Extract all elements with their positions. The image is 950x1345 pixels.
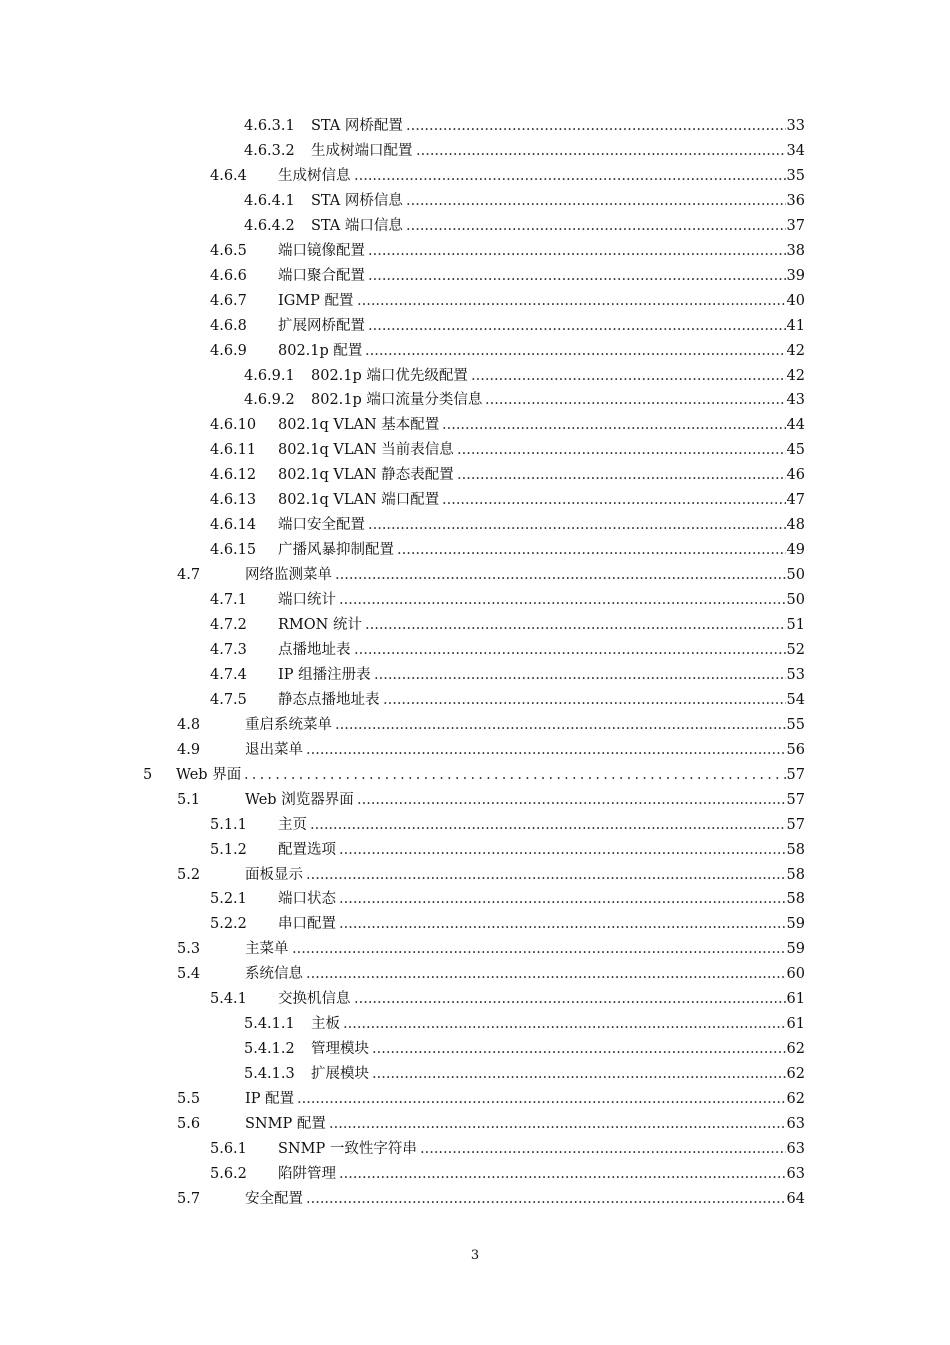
toc-entry-title: IP 组播注册表 [278, 666, 371, 683]
toc-entry-number: 4.6.9.2 [244, 392, 295, 409]
toc-entry-page: 53 [786, 666, 805, 683]
toc-entry-page: 64 [786, 1190, 805, 1207]
toc-entry[interactable] [0, 165, 950, 187]
toc-entry-number: 5.3 [177, 941, 201, 958]
toc-entry-title: 802.1q VLAN 端口配置 [278, 492, 440, 509]
toc-entry-page: 61 [786, 991, 805, 1008]
toc-entry-number: 4.7.2 [210, 617, 247, 633]
toc-entry-number: 5.4 [177, 966, 201, 983]
toc-leader-dots [335, 564, 786, 586]
toc-entry-number: 4.6.7 [210, 292, 247, 309]
toc-leader-dots [368, 240, 786, 262]
toc-entry-number: 4.6.3.1 [244, 118, 295, 134]
toc-entry[interactable] [0, 1188, 950, 1210]
toc-entry-page: 35 [786, 167, 805, 184]
toc-entry-title: 802.1q VLAN 基本配置 [278, 417, 440, 434]
toc-entry-number: 4.8 [177, 716, 201, 733]
toc-entry-title: 系统信息 [245, 966, 303, 983]
toc-entry[interactable] [0, 1013, 950, 1035]
toc-leader-dots [343, 1013, 786, 1035]
toc-entry-number: 5.1.2 [210, 841, 247, 858]
toc-leader-dots [244, 764, 786, 786]
toc-entry[interactable] [0, 1063, 950, 1085]
toc-entry-page: 42 [786, 342, 805, 359]
toc-entry[interactable] [0, 514, 950, 536]
toc-entry[interactable] [0, 913, 950, 935]
toc-entry[interactable] [0, 265, 950, 287]
toc-entry-title: 生成树信息 [278, 167, 351, 184]
toc-entry-number: 4.6.14 [210, 517, 257, 534]
toc-entry-page: 62 [786, 1091, 805, 1108]
toc-leader-dots [354, 988, 786, 1010]
toc-entry-title: 扩展网桥配置 [278, 317, 365, 334]
toc-entry-page: 47 [786, 492, 805, 509]
toc-entry-number: 4.6.10 [210, 417, 257, 434]
toc-leader-dots [339, 913, 786, 935]
toc-entry[interactable] [0, 1163, 950, 1185]
toc-entry-number: 4.9 [177, 741, 201, 758]
toc-leader-dots [368, 265, 786, 287]
toc-entry-number: 4.6.12 [210, 467, 257, 484]
toc-entry-number: 4.7.5 [210, 691, 247, 708]
toc-entry-title: 主菜单 [245, 941, 289, 958]
toc-entry-number: 5.4.1 [210, 991, 247, 1008]
toc-entry-page: 62 [786, 1066, 805, 1083]
toc-entry-number: 4.6.5 [210, 242, 247, 259]
toc-leader-dots [471, 365, 786, 387]
toc-entry-title: 802.1q VLAN 当前表信息 [278, 442, 454, 459]
toc-entry-page: 37 [786, 217, 805, 234]
toc-entry-page: 40 [786, 292, 805, 309]
toc-entry-title: IGMP 配置 [278, 292, 354, 309]
toc-entry-number: 4.6.4.1 [244, 192, 295, 209]
toc-entry-page: 57 [786, 791, 805, 808]
toc-entry-title: 点播地址表 [278, 641, 351, 658]
toc-entry[interactable] [0, 739, 950, 761]
toc-leader-dots [372, 1038, 786, 1060]
toc-entry-title: 安全配置 [245, 1190, 303, 1207]
toc-leader-dots [339, 1163, 786, 1185]
toc-leader-dots [457, 439, 786, 461]
toc-entry-title: 802.1q VLAN 静态表配置 [278, 467, 454, 484]
toc-entry[interactable] [0, 864, 950, 886]
toc-entry[interactable] [0, 1088, 950, 1110]
toc-entry-title: 主板 [311, 1016, 340, 1033]
toc-entry-page: 43 [786, 392, 805, 409]
toc-entry-number: 5.2.1 [210, 891, 247, 908]
toc-entry-number: 4.6.3.2 [244, 142, 295, 159]
toc-entry-page: 44 [786, 417, 805, 434]
toc-leader-dots [365, 614, 786, 636]
toc-entry[interactable] [0, 564, 950, 586]
toc-leader-dots [292, 938, 786, 960]
toc-leader-dots [335, 714, 786, 736]
toc-entry-title: SNMP 配置 [245, 1116, 326, 1132]
toc-entry-title: 退出菜单 [245, 741, 303, 758]
toc-leader-dots [354, 165, 786, 187]
toc-leader-dots [416, 140, 786, 162]
toc-entry-title: 主页 [278, 816, 307, 833]
toc-entry-page: 58 [786, 891, 805, 908]
toc-entry-number: 4.6.13 [210, 492, 257, 509]
toc-entry[interactable] [0, 489, 950, 511]
toc-leader-dots [406, 215, 786, 237]
toc-leader-dots [339, 589, 786, 611]
toc-entry[interactable] [0, 1113, 950, 1135]
toc-entry-number: 5.2.2 [210, 916, 247, 933]
toc-entry-page: 41 [786, 317, 805, 334]
toc-entry-title: STA 网桥配置 [311, 118, 403, 134]
toc-leader-dots [420, 1138, 786, 1160]
toc-entry-title: Web 界面 [176, 766, 242, 783]
toc-entry[interactable] [0, 539, 950, 561]
toc-entry-page: 34 [786, 142, 805, 159]
toc-leader-dots [457, 464, 786, 486]
toc-entry[interactable] [0, 140, 950, 162]
toc-entry[interactable] [0, 315, 950, 337]
toc-leader-dots [368, 514, 786, 536]
toc-entry-page: 45 [786, 442, 805, 459]
toc-entry-page: 63 [786, 1116, 805, 1132]
toc-entry-title: STA 网桥信息 [311, 192, 403, 209]
toc-leader-dots [485, 389, 786, 411]
toc-entry[interactable] [0, 1038, 950, 1060]
toc-entry[interactable] [0, 290, 950, 312]
toc-entry-page: 50 [786, 592, 805, 609]
toc-entry-page: 56 [786, 741, 805, 758]
toc-leader-dots [372, 1063, 786, 1085]
toc-entry-title: 管理模块 [311, 1041, 369, 1058]
toc-entry-title: 端口镜像配置 [278, 242, 365, 259]
toc-entry-number: 4.6.8 [210, 317, 247, 334]
toc-entry[interactable] [0, 814, 950, 836]
toc-leader-dots [310, 814, 786, 836]
toc-entry-title: 端口聚合配置 [278, 267, 365, 284]
toc-entry-page: 54 [786, 691, 805, 708]
toc-entry-page: 63 [786, 1140, 805, 1157]
toc-entry-page: 39 [786, 267, 805, 284]
toc-entry-number: 4.6.9 [210, 342, 247, 359]
toc-entry-title: 串口配置 [278, 916, 336, 933]
toc-entry-number: 5.6 [177, 1116, 201, 1132]
toc-entry-page: 49 [786, 542, 805, 559]
toc-entry-number: 4.6.6 [210, 267, 247, 284]
toc-entry-number: 5.5 [177, 1091, 201, 1108]
toc-entry-number: 4.7.1 [210, 592, 247, 609]
toc-entry-page: 42 [786, 367, 805, 384]
toc-entry-title: 端口统计 [278, 592, 336, 609]
toc-entry[interactable] [0, 190, 950, 212]
toc-entry-page: 58 [786, 866, 805, 883]
toc-entry[interactable] [0, 888, 950, 910]
toc-entry-page: 59 [786, 916, 805, 933]
toc-entry-page: 63 [786, 1165, 805, 1182]
toc-entry[interactable] [0, 963, 950, 985]
toc-entry-number: 4.7.4 [210, 666, 247, 683]
toc-leader-dots [442, 414, 786, 436]
toc-entry[interactable] [0, 589, 950, 611]
toc-entry-page: 59 [786, 941, 805, 958]
toc-entry-page: 46 [786, 467, 805, 484]
toc-leader-dots [357, 789, 786, 811]
toc-entry-title: 静态点播地址表 [278, 691, 380, 708]
toc-entry[interactable] [0, 639, 950, 661]
toc-entry-number: 4.6.4 [210, 167, 247, 184]
toc-entry-title: RMON 统计 [278, 617, 362, 633]
toc-leader-dots [297, 1088, 786, 1110]
toc-entry-number: 5.6.2 [210, 1165, 247, 1182]
toc-leader-dots [374, 664, 786, 686]
toc-entry-number: 4.6.9.1 [244, 367, 295, 384]
toc-entry-page: 33 [786, 118, 805, 134]
toc-entry-page: 57 [786, 766, 805, 783]
toc-entry-number: 4.7.3 [210, 641, 247, 658]
toc-entry-page: 38 [786, 242, 805, 259]
toc-entry[interactable] [0, 365, 950, 387]
toc-entry-page: 57 [786, 816, 805, 833]
toc-entry-number: 5.7 [177, 1190, 201, 1207]
toc-entry-number: 4.7 [177, 567, 201, 584]
toc-leader-dots [306, 963, 786, 985]
toc-leader-dots [306, 864, 786, 886]
toc-entry-title: Web 浏览器界面 [245, 791, 354, 808]
toc-entry-page: 50 [786, 567, 805, 584]
toc-entry[interactable] [0, 938, 950, 960]
toc-entry-title: 端口状态 [278, 891, 336, 908]
toc-entry-number: 5.6.1 [210, 1140, 247, 1157]
toc-entry-title: 扩展模块 [311, 1066, 369, 1083]
toc-entry-number: 5.2 [177, 866, 201, 883]
toc-leader-dots [339, 839, 786, 861]
toc-entry-page: 61 [786, 1016, 805, 1033]
toc-entry-page: 51 [786, 617, 805, 633]
toc-entry-number: 4.6.4.2 [244, 217, 295, 234]
toc-entry-number: 5.4.1.2 [244, 1041, 295, 1058]
toc-entry-page: 62 [786, 1041, 805, 1058]
toc-leader-dots [406, 190, 786, 212]
toc-entry[interactable] [0, 1138, 950, 1160]
toc-entry-page: 48 [786, 517, 805, 534]
toc-entry-title: 重启系统菜单 [245, 716, 332, 733]
toc-entry-page: 60 [786, 966, 805, 983]
toc-entry-number: 5.1.1 [210, 816, 247, 833]
toc-entry-number: 5.1 [177, 791, 201, 808]
toc-entry-title: 网络监测菜单 [245, 567, 332, 584]
toc-entry[interactable] [0, 414, 950, 436]
toc-leader-dots [365, 340, 786, 362]
toc-leader-dots [397, 539, 786, 561]
toc-entry-title: 配置选项 [278, 841, 336, 858]
toc-entry[interactable] [0, 215, 950, 237]
toc-entry-title: 面板显示 [245, 866, 303, 883]
toc-entry-title: 广播风暴抑制配置 [278, 542, 394, 559]
toc-leader-dots [406, 115, 786, 137]
toc-entry-title: IP 配置 [245, 1091, 295, 1108]
toc-leader-dots [383, 689, 786, 711]
toc-entry-title: 生成树端口配置 [311, 142, 413, 159]
toc-entry-title: 802.1p 端口优先级配置 [311, 367, 468, 384]
toc-entry[interactable] [0, 115, 950, 137]
toc-entry[interactable] [0, 464, 950, 486]
toc-entry[interactable] [0, 714, 950, 736]
toc-entry[interactable] [0, 614, 950, 636]
toc-leader-dots [306, 1188, 786, 1210]
toc-entry-page: 55 [786, 716, 805, 733]
toc-leader-dots [368, 315, 786, 337]
toc-entry-number: 4.6.15 [210, 542, 257, 559]
toc-leader-dots [354, 639, 786, 661]
toc-entry-title: 802.1p 配置 [278, 342, 363, 359]
toc-entry-title: SNMP 一致性字符串 [278, 1140, 417, 1157]
toc-entry[interactable] [0, 689, 950, 711]
toc-entry[interactable] [0, 389, 950, 411]
toc-entry[interactable] [0, 340, 950, 362]
toc-entry[interactable] [0, 789, 950, 811]
toc-entry-page: 58 [786, 841, 805, 858]
toc-entry[interactable] [0, 439, 950, 461]
toc-entry[interactable] [0, 988, 950, 1010]
toc-entry[interactable] [0, 839, 950, 861]
toc-entry-title: 交换机信息 [278, 991, 351, 1008]
toc-entry-page: 52 [786, 641, 805, 658]
toc-entry-title: STA 端口信息 [311, 217, 403, 234]
toc-entry[interactable] [0, 764, 950, 786]
toc-leader-dots [306, 739, 786, 761]
toc-entry-number: 5 [143, 766, 153, 783]
toc-entry-page: 36 [786, 192, 805, 209]
toc-leader-dots [329, 1113, 786, 1135]
toc-leader-dots [339, 888, 786, 910]
toc-leader-dots [442, 489, 786, 511]
toc-entry-number: 5.4.1.1 [244, 1016, 295, 1033]
toc-entry[interactable] [0, 240, 950, 262]
toc-entry-number: 4.6.11 [210, 442, 257, 459]
toc-entry[interactable] [0, 664, 950, 686]
toc-entry-number: 5.4.1.3 [244, 1066, 295, 1083]
page-number: 3 [470, 1248, 480, 1263]
toc-entry-title: 端口安全配置 [278, 517, 365, 534]
toc-entry-title: 802.1p 端口流量分类信息 [311, 392, 483, 409]
toc-leader-dots [357, 290, 786, 312]
toc-entry-title: 陷阱管理 [278, 1165, 336, 1182]
